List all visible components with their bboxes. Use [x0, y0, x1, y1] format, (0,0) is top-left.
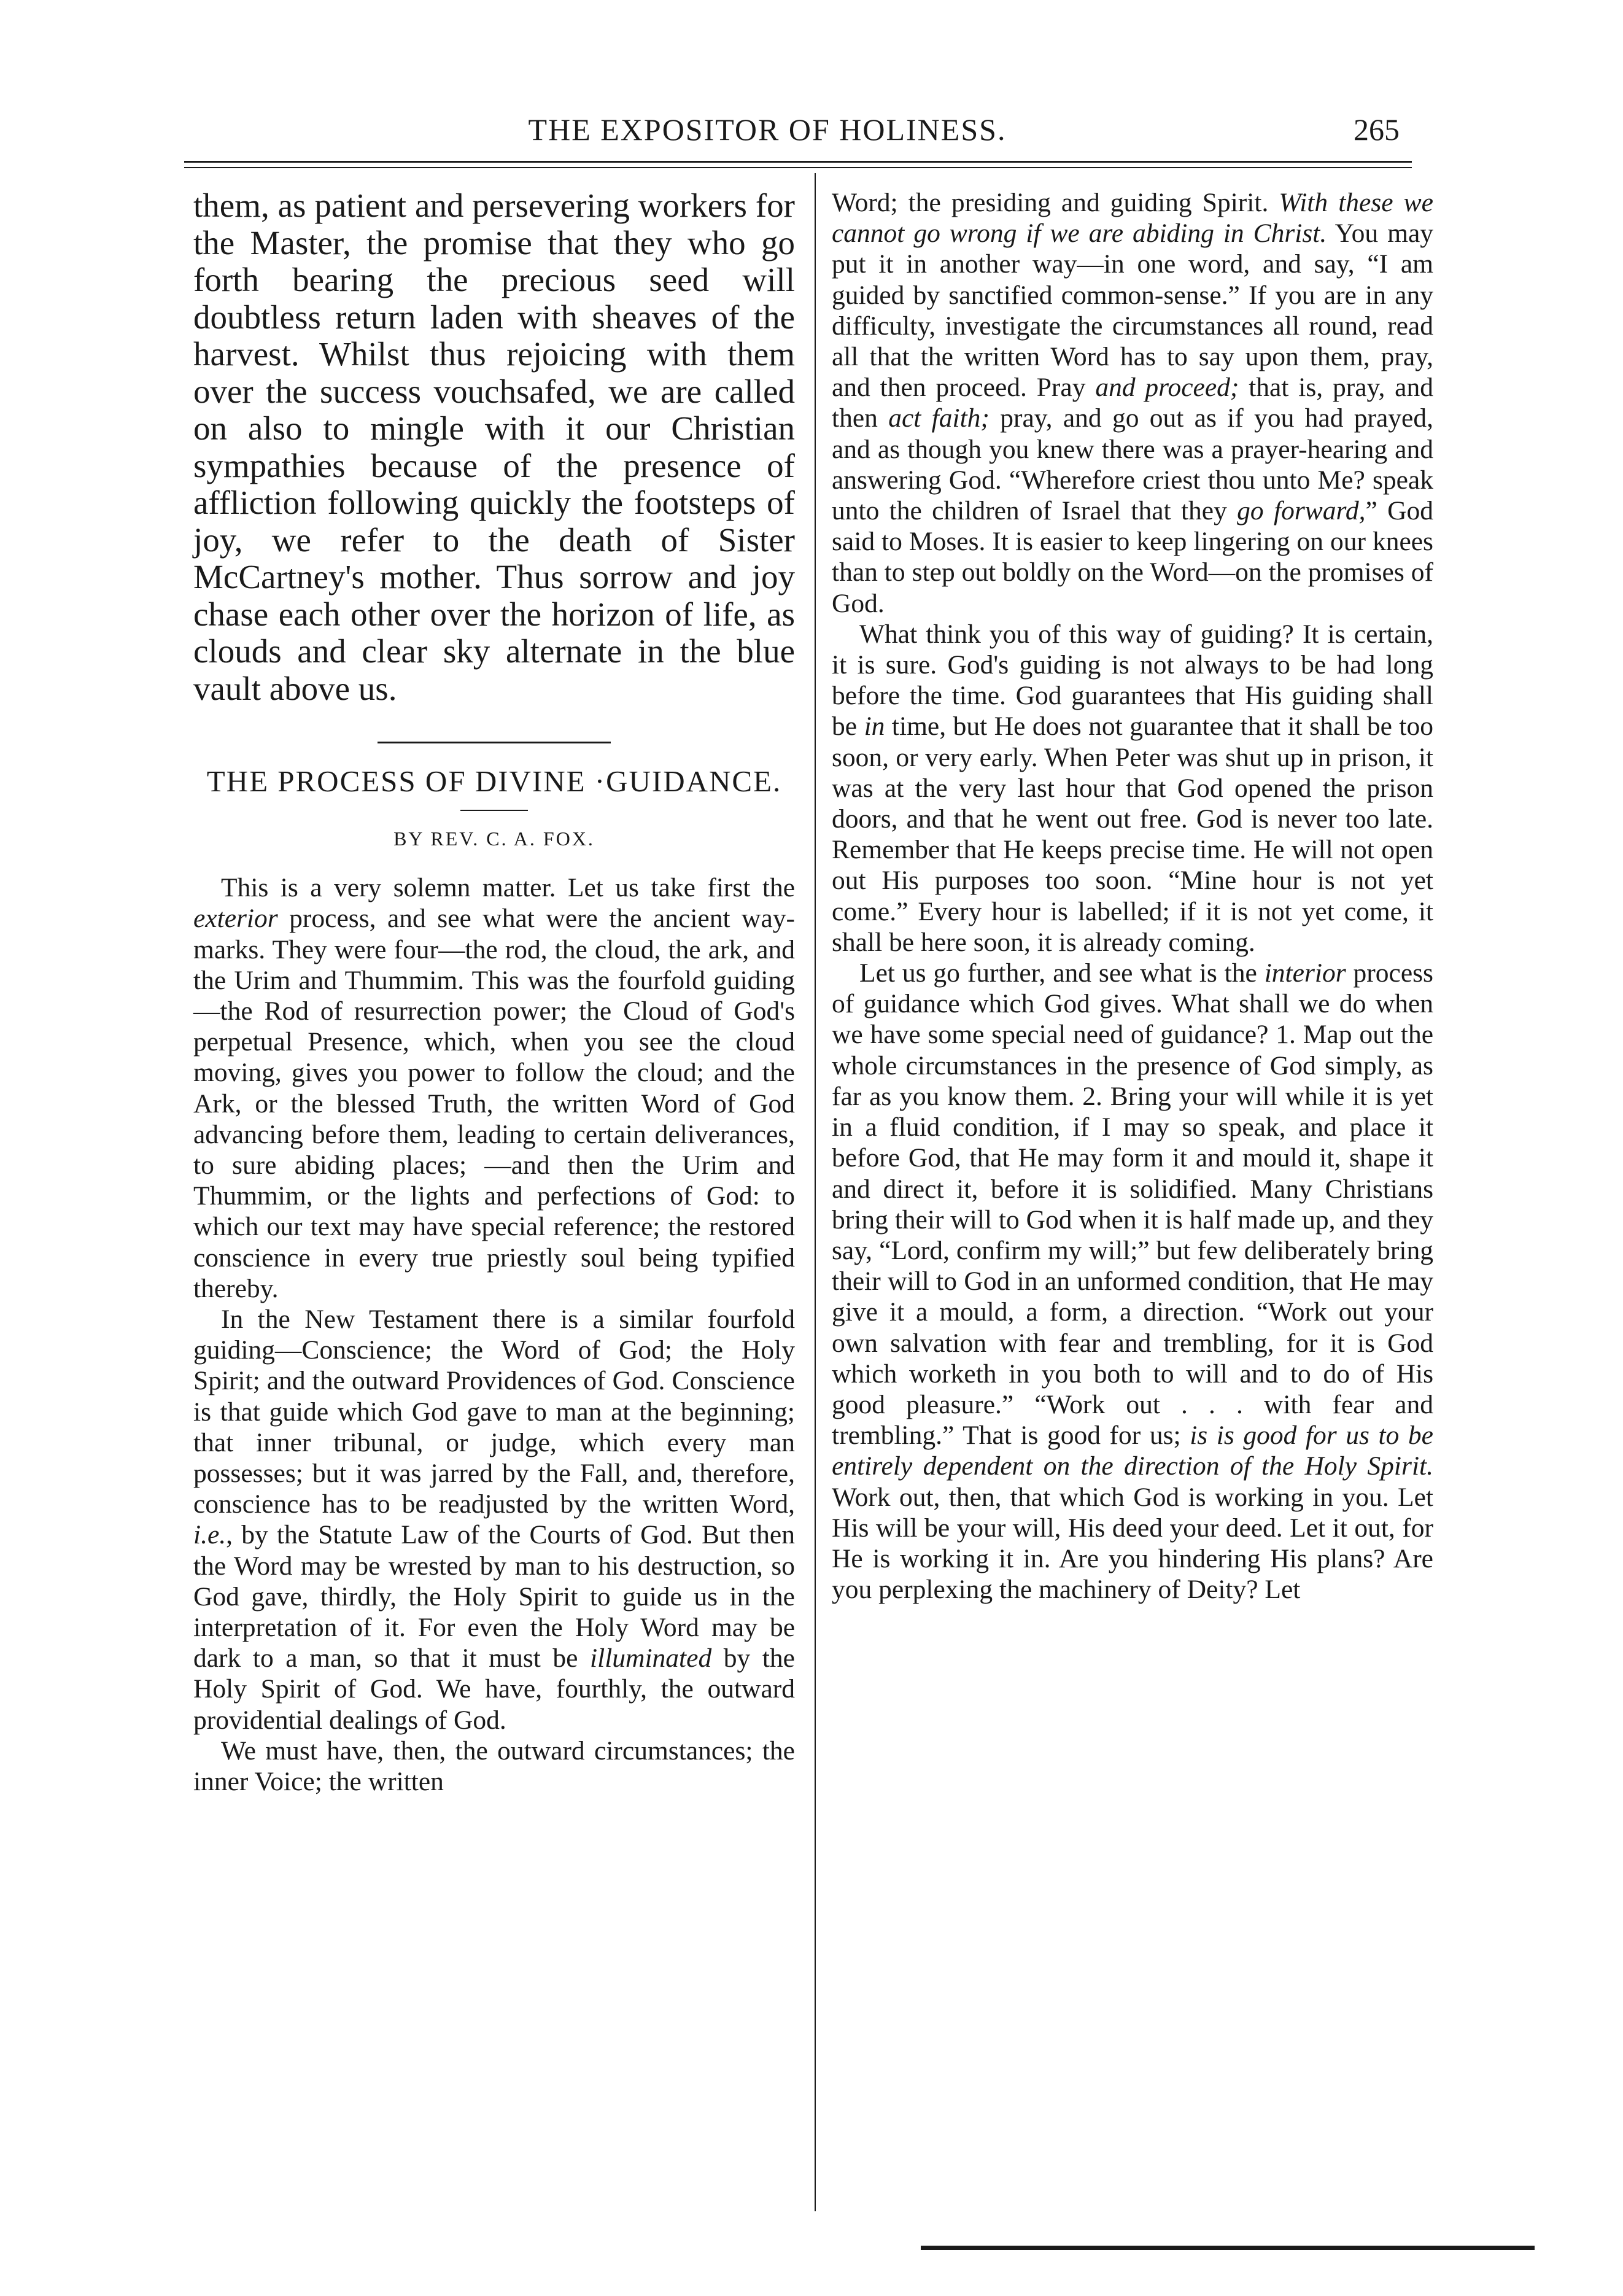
running-header — [184, 112, 1412, 155]
article-byline: BY REV. C. A. FOX. — [393, 828, 595, 850]
body-paragraph: Word; the presiding and guiding Spirit. With these we cannot go wrong if we are abiding in Christ. You may put it in another way—in one word, and say, “I am guided by sanctified common-sense.” If you are in any difficulty, investigate the circumstances all round, read all that the written Word has to say upon them, pray, and then proceed. Pray and proceed; that is, pray, and then act faith; pray, and go out as if you had prayed, and as though you knew there was a prayer-hearing and answering God. “Wherefore criest thou unto Me? speak unto the children of Israel that they go forward,” God said to Moses. It is easier to keep lingering on our knees than to step out boldly on the Word—on the promises of God. — [832, 188, 1434, 618]
body-paragraph: This is a very solemn matter. Let us take first the exterior process, and see what were the ancient way-marks. They were four—the rod, the cloud, the ark, and the Urim and Thummim. This was the fourfold guiding—the Rod of resurrection power; the Cloud of God's perpetual Presence, which, when you see the cloud moving, gives you power to follow the cloud; and the Ark, or the blessed Truth, the written Word of God advancing before them, leading to certain deliverances, to sure abiding places; —and then the Urim and Thummim, or the lights and perfections of God: to which our text may have special reference; the restored conscience in every true priestly soul being typified thereby. — [193, 873, 795, 1303]
journal-title: THE EXPOSITOR OF HOLINESS. — [528, 112, 1007, 147]
body-paragraph: We must have, then, the outward circumstances; the inner Voice; the written — [193, 1736, 795, 1797]
left-column — [193, 187, 795, 1797]
body-paragraph: In the New Testament there is a similar fourfold guiding—Conscience; the Word of God; the Holy Spirit; and the outward Providences of God. Conscience is that guide which God gave to man at the beginning; that inner tribunal, or judge, which every man possesses; but it was jarred by the Fall, and, therefore, conscience has to be readjusted by the written Word, i.e., by the Statute Law of the Courts of God. But then the Word may be wrested by man to his destruction, so God gave, thirdly, the Holy Spirit to guide us in the interpretation of it. For even the Holy Word may be dark to a man, so that it must be illuminated by the Holy Spirit of God. We have, fourthly, the outward providential dealings of God. — [193, 1305, 795, 1735]
page-number: 265 — [1354, 112, 1400, 147]
article-title: THE PROCESS OF DIVINE ·GUIDANCE. — [206, 764, 782, 798]
header-rule — [184, 161, 1412, 163]
column-divider — [815, 173, 816, 2211]
footer-rule — [921, 2246, 1535, 2250]
title-separator — [460, 810, 528, 811]
right-column — [832, 187, 1433, 1605]
header-rule-secondary — [184, 167, 1412, 168]
body-paragraph: Let us go further, and see what is the interior process of guidance which God gives. What shall we do when we have some special need of guidance? 1. Map out the whole circumstances in the presence of God simply, as far as you know them. 2. Bring your will while it is yet in a fluid condition, if I may so speak, and place it before God, that He may form it and mould it, shape it and direct it, before it is solidified. Many Christians bring their will to God when it is half made up, and they say, “Lord, confirm my will;” but few deliberately bring their will to God in an unformed condition, that He may give it a mould, a form, a direction. “Work out your own salvation with fear and trembling, for it is God which worketh in you both to will and to do of His good pleasure.” “Work out . . . with fear and trembling.” That is good for us; is is good for us to be entirely dependent on the direction of the Holy Spirit. Work out, then, that which God is working in you. Let His will be your will, His deed your deed. Let it out, for He is working it in. Are you hindering His plans? Are you perplexing the machinery of Deity? Let — [832, 958, 1433, 1605]
intro-paragraph: them, as patient and persevering workers for the Master, the promise that they who go forth bearing the precious seed will doubtless return laden with sheaves of the harvest. Whilst thus rejoicing with them over the success vouchsafed, we are called on also to mingle with it our Christian sympathies because of the presence of affliction following quickly the footsteps of joy, we refer to the death of Sister McCartney's mother. Thus sorrow and joy chase each other over the horizon of life, as clouds and clear sky alternate in the blue vault above us. — [193, 187, 795, 707]
section-separator — [378, 742, 611, 743]
body-paragraph: What think you of this way of guiding? It is certain, it is sure. God's guiding is not always to be had long before the time. God guarantees that His guiding shall be in time, but He does not guarantee that it shall be too soon, or very early. When Peter was shut up in prison, it was at the very last hour that God opened the prison doors, and that he went out free. God is never too late. Remember that He keeps precise time. He will not open out His purposes too soon. “Mine hour is not yet come.” Every hour is labelled; if it is not yet come, it shall be here soon, it is already coming. — [832, 619, 1433, 957]
